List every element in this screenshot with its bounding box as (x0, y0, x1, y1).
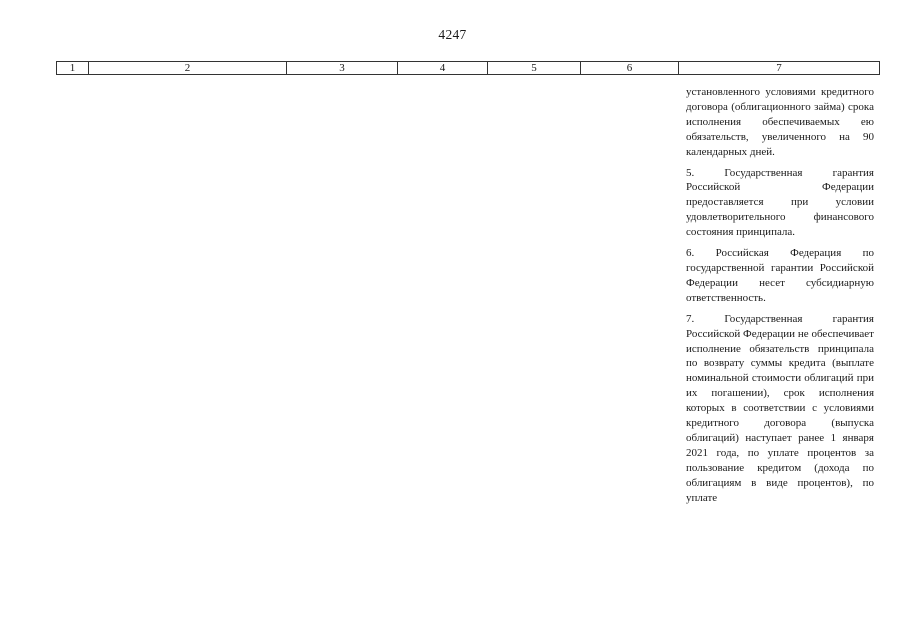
column-7-paragraph: 6. Российская Федерация по государственной гарантии Российской Федерации несет субсидиарную ответственность. (686, 247, 874, 304)
column-number-header-table (56, 61, 880, 75)
column-7-text-block (686, 85, 874, 511)
column-7-paragraph: 7. Государственная гарантия Российской Федерации не обеспечивает исполнение обязательств принципала по возврату суммы кредита (выплате номинальной стоимости облигаций при их погашении), срок исполнения которых в соответствии с условиями кредитного договора (выпуска облигаций) наступает ранее 1 января 2021 года, по уплате процентов за пользование кредитом (дохода по облигациям в виде процентов), по уплате (686, 312, 874, 504)
column-number-row (57, 62, 880, 75)
page-number: 4247 (438, 27, 467, 42)
column-number-cell: 2 (89, 62, 287, 75)
column-number-cell: 4 (398, 62, 488, 75)
column-number-cell: 7 (679, 62, 880, 75)
column-number-cell: 3 (287, 62, 398, 75)
column-number-cell: 6 (581, 62, 679, 75)
column-number-cell: 1 (57, 62, 89, 75)
column-7-paragraph: установленного условиями кредитного договора (облигационного займа) срока исполнения обеспечиваемых ею обязательств, увеличенного на 90 календарных дней. (686, 86, 874, 158)
column-7-paragraph: 5. Государственная гарантия Российской Федерации предоставляется при условии удовлетворительного финансового состояния принципала. (686, 166, 874, 239)
column-number-cell: 5 (488, 62, 581, 75)
